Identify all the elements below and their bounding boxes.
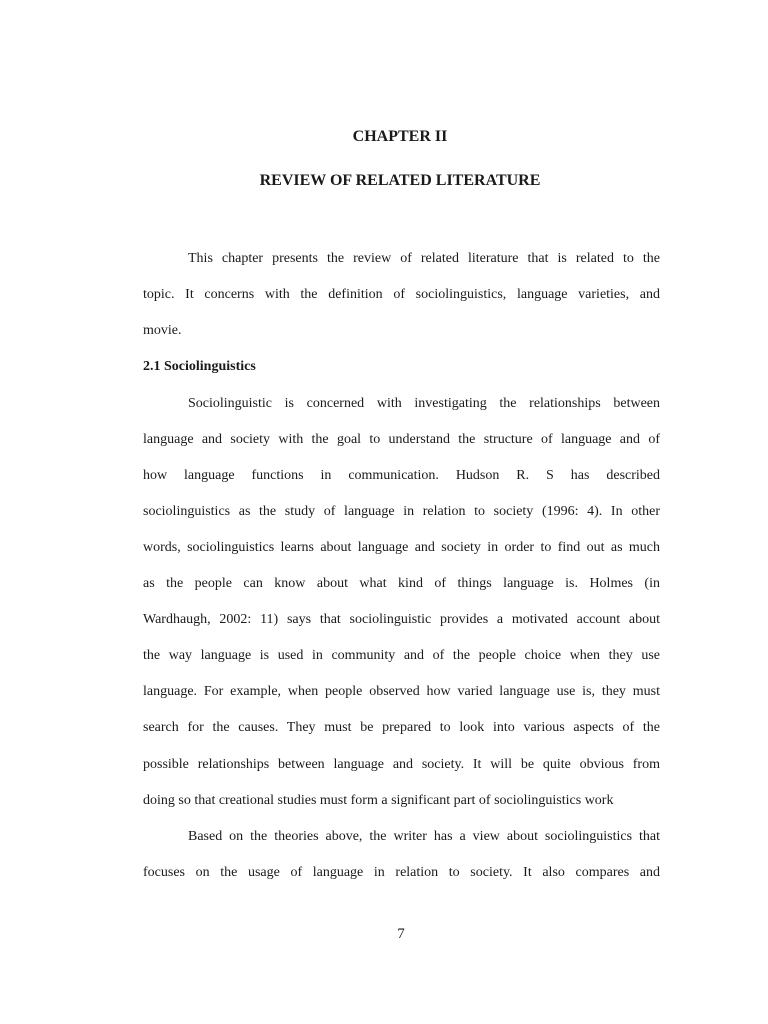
paragraph-line: Based on the theories above, the writer has a view about sociolinguistics that — [188, 829, 660, 844]
intro-line: topic. It concerns with the definition of sociolinguistics, language varieties, and — [143, 287, 660, 302]
paragraph-line: language. For example, when people observed how varied language use is, they must — [143, 684, 660, 699]
paragraph-line: search for the causes. They must be prepared to look into various aspects of the — [143, 720, 660, 735]
paragraph-line: how language functions in communication. Hudson R. S has described — [143, 468, 660, 483]
intro-line: This chapter presents the review of related literature that is related to the — [188, 251, 660, 266]
paragraph-line: possible relationships between language and society. It will be quite obvious from — [143, 757, 660, 772]
page-number: 7 — [397, 926, 405, 942]
paragraph-line: the way language is used in community and of the people choice when they use — [143, 648, 660, 663]
chapter-title: REVIEW OF RELATED LITERATURE — [259, 172, 541, 189]
paragraph-line: sociolinguistics as the study of language in relation to society (1996: 4). In other — [143, 504, 660, 519]
paragraph-line: Sociolinguistic is concerned with investigating the relationships between — [188, 396, 660, 411]
paragraph-line: as the people can know about what kind of things language is. Holmes (in — [143, 576, 660, 591]
paragraph-line: language and society with the goal to understand the structure of language and of — [143, 432, 660, 447]
section-heading: 2.1 Sociolinguistics — [143, 359, 256, 374]
paragraph-line: Wardhaugh, 2002: 11) says that sociolinguistic provides a motivated account about — [143, 612, 660, 627]
chapter-number: CHAPTER II — [352, 128, 448, 145]
paragraph-line: focuses on the usage of language in relation to society. It also compares and — [143, 865, 660, 880]
paragraph-line: doing so that creational studies must form a significant part of sociolinguistics work — [143, 793, 614, 808]
paragraph-line: words, sociolinguistics learns about language and society in order to find out as much — [143, 540, 660, 555]
intro-line: movie. — [143, 323, 182, 338]
